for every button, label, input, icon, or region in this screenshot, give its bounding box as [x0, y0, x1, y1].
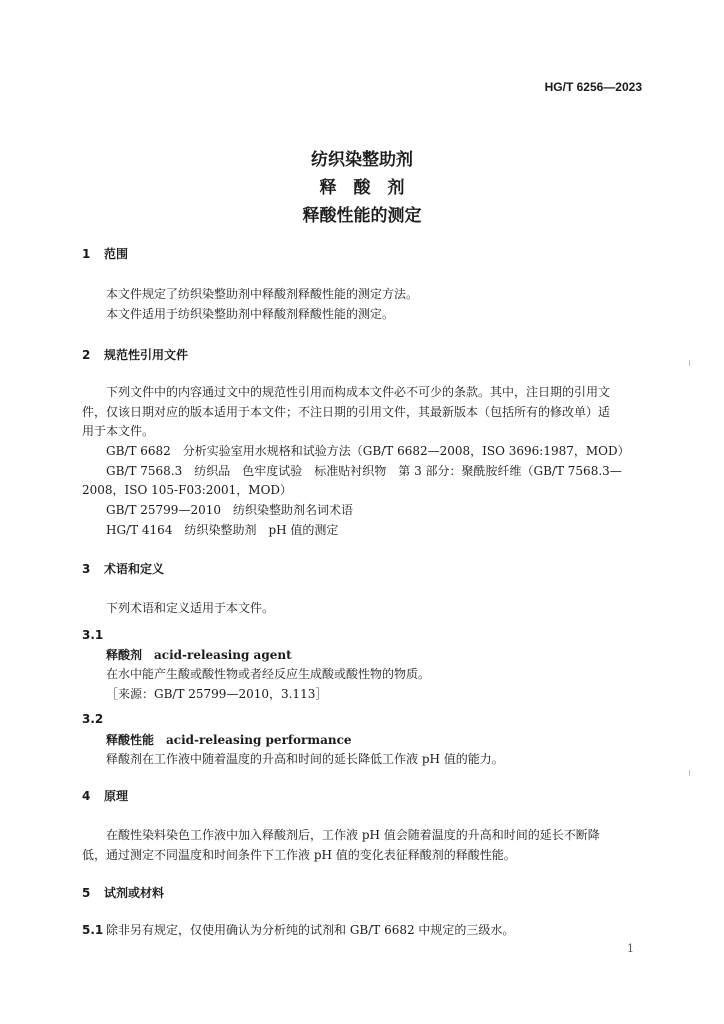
reference-item: HG/T 4164 纺织染整助剂 pH 值的测定 — [106, 523, 339, 537]
definition: 释酸剂在工作液中随着温度的升高和时间的延长降低工作液 pH 值的能力。 — [106, 752, 504, 766]
section-number: 4 — [82, 789, 91, 803]
section-number: 1 — [82, 247, 91, 261]
paragraph: 件，仅该日期对应的版本适用于本文件；不注日期的引用文件，其最新版本（包括所有的修改单）适 — [82, 405, 611, 419]
term: 释酸性能 acid-releasing performance — [106, 733, 352, 747]
definition: 在水中能产生酸或酸性物或者经反应生成酸或酸性物的物质。 — [106, 667, 431, 681]
section-title: 术语和定义 — [104, 562, 165, 576]
scan-mark — [689, 360, 690, 366]
title-line-2: 释 酸 剂 — [319, 178, 405, 198]
clause-number: 3.2 — [82, 712, 104, 726]
paragraph: 下列术语和定义适用于本文件。 — [106, 601, 275, 615]
clause — [82, 921, 514, 938]
paragraph: 用于本文件。 — [82, 424, 155, 438]
source-note: ［来源：GB/T 25799—2010，3.113］ — [106, 687, 328, 701]
section-title: 规范性引用文件 — [104, 348, 189, 362]
section-number: 2 — [82, 348, 91, 362]
section-1-heading — [82, 245, 128, 262]
paragraph: 在酸性染料染色工作液中加入释酸剂后，工作液 pH 值会随着温度的升高和时间的延长不断降 — [106, 828, 600, 842]
section-number: 3 — [82, 562, 91, 576]
clause-number: 3.1 — [82, 628, 104, 642]
section-2-heading — [82, 346, 188, 363]
section-5-heading — [82, 884, 164, 901]
document-number: HG/T 6256—2023 — [544, 80, 642, 94]
section-3-heading — [82, 560, 164, 577]
title-line-1: 纺织染整助剂 — [311, 150, 413, 170]
section-number: 5 — [82, 886, 91, 900]
section-title: 原理 — [104, 789, 129, 803]
reference-item: GB/T 6682 分析实验室用水规格和试验方法（GB/T 6682—2008，ISO 3696:1987，MOD） — [106, 444, 630, 458]
section-title: 试剂或材料 — [104, 886, 165, 900]
title-line-3: 释酸性能的测定 — [302, 206, 422, 226]
term: 释酸剂 acid-releasing agent — [106, 648, 292, 662]
paragraph: 本文件适用于纺织染整助剂中释酸剂释酸性能的测定。 — [106, 307, 395, 321]
section-4-heading — [82, 787, 128, 804]
section-title: 范围 — [104, 247, 129, 261]
paragraph: 下列文件中的内容通过文中的规范性引用而构成本文件必不可少的条款。其中，注日期的引用文 — [106, 385, 611, 399]
reference-item: GB/T 25799—2010 纺织染整助剂名词术语 — [106, 503, 353, 517]
scan-mark — [689, 770, 690, 776]
paragraph: 本文件规定了纺织染整助剂中释酸剂释酸性能的测定方法。 — [106, 287, 419, 301]
paragraph: 低，通过测定不同温度和时间条件下工作液 pH 值的变化表征释酸剂的释酸性能。 — [82, 848, 516, 862]
clause-text: 除非另有规定，仅使用确认为分析纯的试剂和 GB/T 6682 中规定的三级水。 — [106, 923, 515, 937]
reference-item: 2008，ISO 105-F03:2001，MOD） — [82, 483, 293, 497]
page-number: 1 — [627, 942, 634, 955]
reference-item: GB/T 7568.3 纺织品 色牢度试验 标准贴衬织物 第 3 部分：聚酰胺纤维（GB/T 7568.3— — [106, 464, 622, 478]
clause-number: 5.1 — [82, 923, 104, 937]
